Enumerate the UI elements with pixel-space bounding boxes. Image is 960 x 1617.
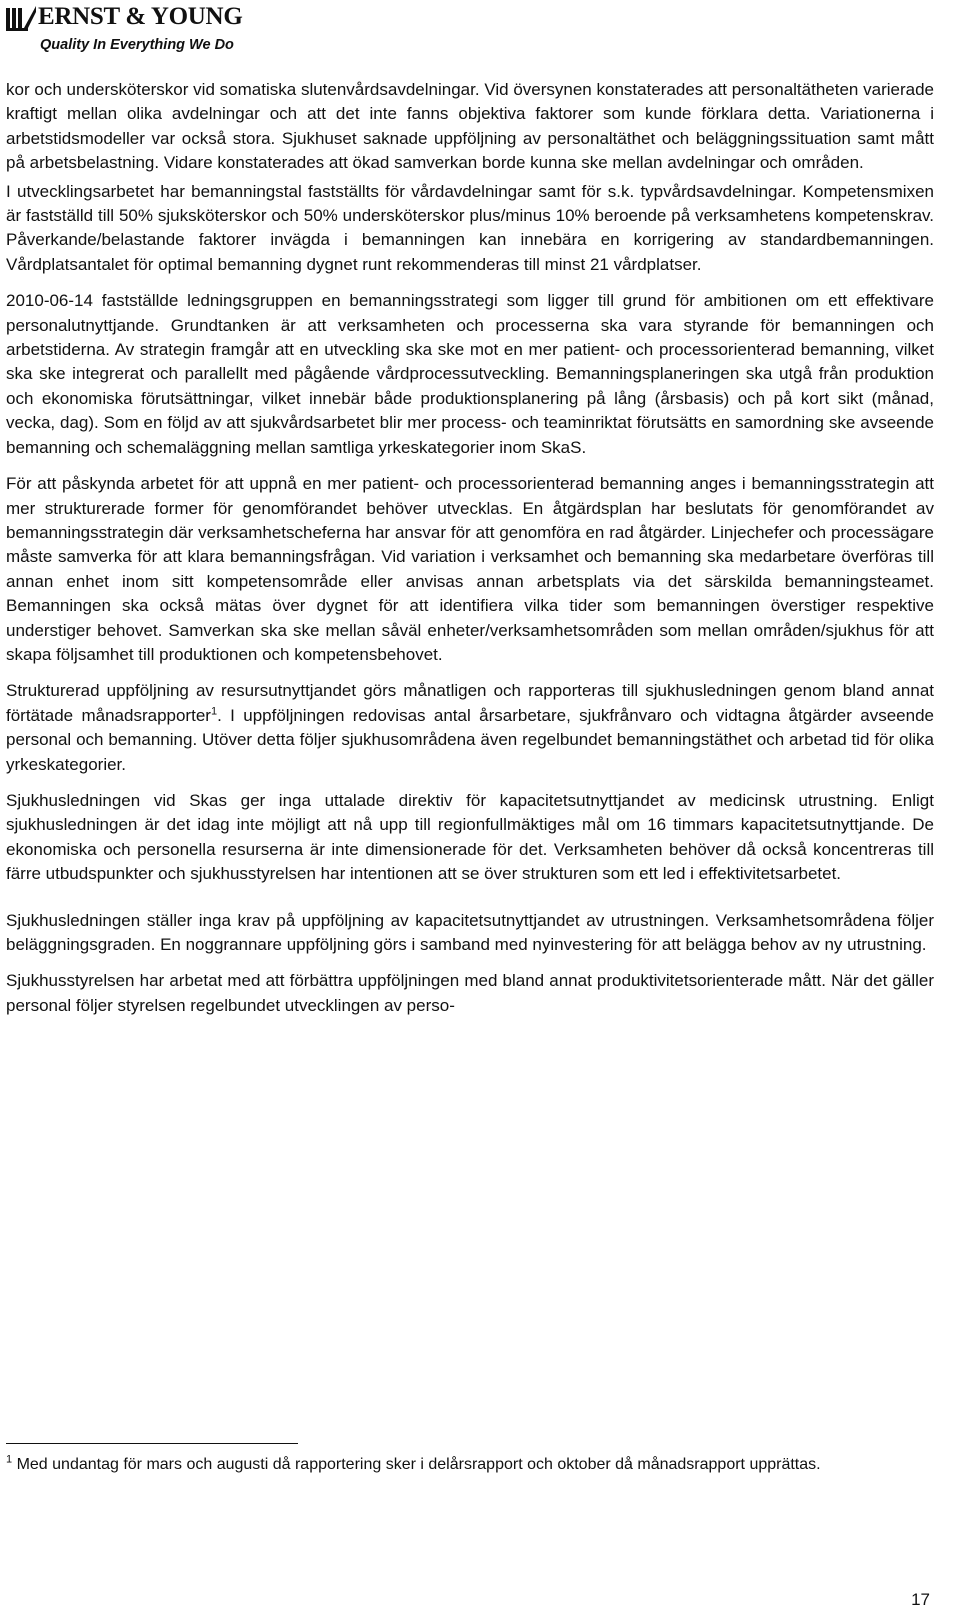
paragraph-5-text-after: . I uppföljningen redovisas antal årsarbetare, sjukfrånvaro och vidtagna åtgärder avseende personal och bemanning. Utöver detta följer sjukhusområdena även regelbundet bemanningstäthet och arbetad tid för olika yrkeskategorier. [6, 705, 934, 774]
footnote-text: Med undantag för mars och augusti då rapportering sker i delårsrapport och oktober då månadsrapport upprättas. [16, 1456, 821, 1473]
paragraph-5 [6, 679, 934, 777]
footnote-reference: 1 [210, 705, 218, 718]
ernst-young-logo [6, 2, 246, 54]
document-body [6, 78, 934, 1030]
paragraph-3: 2010-06-14 fastställde ledningsgruppen en bemanningsstrategi som ligger till grund för ambitionen om ett effektivare personalutnyttjande. Grundtanken är att verksamheten och processerna ska vara styrande för bemanningen och arbetstiderna. Av strategin framgår att en utveckling ska ske mot en mer patient- och processorienterad bemanning, vilket ska ske integrerat och parallellt med pågående vårdprocessutveckling. Bemanningsplaneringen ska utgå från produktion och ekonomiska förutsättningar, vilket innebär både produktionsplanering på lång (årsbasis) och på kort sikt (månad, vecka, dag). Som en följd av att sjukvårdsarbetet blir mer process- och teaminriktat förutsätts en samordning ske avseende bemanning och schemaläggning mellan samtliga yrkeskategorier inom SkaS. [6, 291, 934, 457]
paragraph-7: Sjukhusledningen ställer inga krav på uppföljning av kapacitetsutnyttjandet av utrustningen. Verksamhetsområdena följer beläggningsgraden. En noggrannare uppföljning görs i samband med nyinvestering för att belägga behov av ny utrustning. [6, 910, 934, 954]
paragraph-8: Sjukhusstyrelsen har arbetat med att förbättra uppföljningen med bland annat produktivitetsorienterade mått. När det gäller personal följer styrelsen regelbundet utvecklingen av perso- [6, 971, 934, 1015]
paragraph-4: För att påskynda arbetet för att uppnå en mer patient- och processorienterad bemanning anges i bemanningsstrategin att mer strukturerade former för genomförandet behöver utvecklas. En åtgärdsplan har beslutats för genomförandet av bemanningsstrategin där verksamhetscheferna har ansvar för att genomföra en rad åtgärder. Linjechefer och processägare måste samverka för att klara bemanningsfrågan. Vid variation i verksamhet och bemanning ska medarbetare överföras till annan enhet inom sitt kompetensområde eller anvisas annan arbetsplats via det särskilda bemanningsteamet. Bemanningen ska också mätas över dygnet för att identifiera vilka tider som bemanningen överstiger respektive understiger behovet. Samverkan ska ske mellan såväl enheter/verksamhetsområden som mellan områden/sjukhus för att skapa följsamhet till produktionen och kompetensbehovet. [6, 474, 934, 664]
logo-tagline: Quality In Everything We Do [40, 37, 234, 53]
footnote-number: 1 [6, 1453, 13, 1466]
paragraph-5-text-before: Strukturerad uppföljning av resursutnyttjandet görs månatligen och rapporteras till sjukhusledningen genom bland annat förtätade månadsrapporter [6, 681, 934, 725]
logo-company-name: ERNST & YOUNG [38, 3, 243, 30]
footnote [6, 1453, 926, 1477]
paragraph-1: kor och undersköterskor vid somatiska slutenvårdsavdelningar. Vid översynen konstaterades att personaltätheten varierade kraftigt mellan olika avdelningar och att det inte fanns objektiva faktorer som kunde förklara detta. Variationerna i arbetstidsmodeller var också stora. Sjukhuset saknade uppföljning av personaltäthet och beläggningssituation samt mått på arbetsbelastning. Vidare konstaterades att ökad samverkan borde kunna ske mellan avdelningar och områden. [6, 80, 934, 173]
paragraph-6: Sjukhusledningen vid Skas ger inga uttalade direktiv för kapacitetsutnyttjandet av medicinsk utrustning. Enligt sjukhusledningen är det idag inte möjligt att nå upp till regionfullmäktiges mål om 16 timmars kapacitetsutnyttjande. De ekonomiska och personella resurserna är inte dimensionerade för det. Verksamheten behöver då också koncentreras till färre utbudspunkter och sjukhusstyrelsen har intentionen att se över strukturen som ett led i effektivitetsarbetet. [6, 790, 934, 884]
ey-bars-icon [6, 6, 36, 32]
footnote-divider [6, 1443, 298, 1444]
paragraph-2: I utvecklingsarbetet har bemanningstal fastställts för vårdavdelningar samt för s.k. typvårdsavdelningar. Kompetensmixen är fastställd till 50% sjuksköterskor och 50% undersköterskor plus/minus 10% beroende på verksamhetens kompetenskrav. Påverkande/belastande faktorer invägda i bemanningen kan innebära en korrigering av standardbemanningen. Vårdplatsantalet för optimal bemanning dygnet runt rekommenderas till minst 21 vårdplatser. [6, 181, 934, 274]
page-number: 17 [911, 1590, 930, 1609]
